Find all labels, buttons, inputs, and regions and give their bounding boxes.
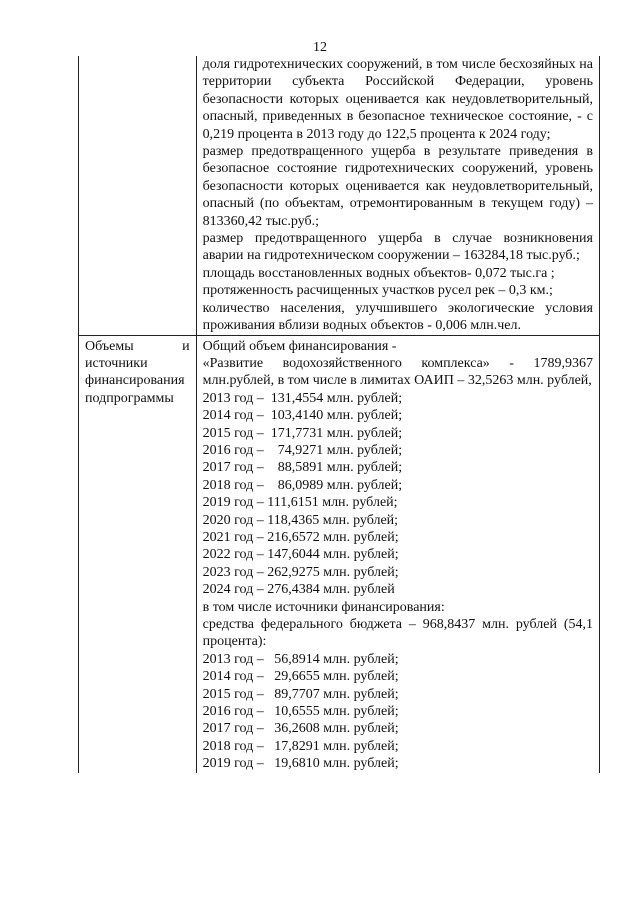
indicators-row <box>79 56 600 335</box>
funding-label-first-line <box>85 338 190 355</box>
funding-year-line: 2013 год – 131,4554 млн. рублей; <box>202 390 403 406</box>
funding-cell <box>196 335 599 773</box>
indicator-item: доля гидротехнических сооружений, в том числе бесхозяйных на территории субъекта Российской Федерации, уровень безопасности которых оценивается как неудовлетворительный, опасный, приведенных в безопасное техническое состояние, - с 0,219 процента в 2013 году до 122,5 процента к 2024 году; <box>202 57 593 142</box>
funding-year-line: 2018 год – 86,0989 млн. рублей; <box>202 477 403 493</box>
funding-total-text: «Развитие водохозяйственного комплекса» - 1789,9367 млн.рублей, в том числе в лимитах ОАИП – 32,5263 млн. рублей, <box>202 355 593 389</box>
funding-year-line: 2021 год – 216,6572 млн. рублей; <box>202 529 399 545</box>
funding-sources-heading: в том числе источники финансирования: <box>202 599 445 615</box>
federal-year-line: 2019 год – 19,6810 млн. рублей; <box>202 756 399 772</box>
passport-table <box>78 56 600 773</box>
indicator-item: протяженность расчищенных участков русел рек – 0,3 км.; <box>202 283 553 299</box>
funding-year-line: 2016 год – 74,9271 млн. рублей; <box>202 442 403 458</box>
funding-year-line: 2023 год – 262,9275 млн. рублей; <box>202 564 399 580</box>
funding-year-line: 2019 год – 111,6151 млн. рублей; <box>202 495 398 511</box>
funding-year-line: 2015 год – 171,7731 млн. рублей; <box>202 425 403 441</box>
funding-year-line: 2020 год – 118,4365 млн. рублей; <box>202 512 399 528</box>
page-number: 12 <box>313 40 327 55</box>
indicator-item: количество населения, улучшившего экологические условия проживания вблизи водных объектов - 0,006 млн.чел. <box>202 300 593 334</box>
indicator-item: размер предотвращенного ущерба в случае возникновения аварии на гидротехническом сооружении – 163284,18 тыс.руб.; <box>202 231 593 264</box>
indicator-item: площадь восстановленных водных объектов- 0,072 тыс.га ; <box>202 265 555 281</box>
federal-year-line: 2016 год – 10,6555 млн. рублей; <box>202 704 399 720</box>
indicators-cell <box>196 56 599 335</box>
federal-year-line: 2015 год – 89,7707 млн. рублей; <box>202 686 399 702</box>
funding-total-heading: Общий объем финансирования - <box>202 338 397 354</box>
federal-year-line: 2018 год – 17,8291 млн. рублей; <box>202 738 399 754</box>
federal-year-line: 2017 год – 36,2608 млн. рублей; <box>202 721 399 737</box>
funding-year-line: 2022 год – 147,6044 млн. рублей; <box>202 547 399 563</box>
federal-year-line: 2014 год – 29,6655 млн. рублей; <box>202 669 399 685</box>
funding-year-line: 2024 год – 276,4384 млн. рублей <box>202 582 395 598</box>
funding-label-word: и <box>182 338 190 354</box>
funding-label-cell <box>79 335 197 773</box>
federal-year-line: 2013 год – 56,8914 млн. рублей; <box>202 651 399 667</box>
indicators-label-cell <box>79 56 197 335</box>
funding-label-word: Объемы <box>85 338 134 354</box>
indicator-item: размер предотвращенного ущерба в результате приведения в безопасное состояние гидротехнических сооружений, уровень безопасности которых оценивается как неудовлетворительный, опасный (по объектам, отремонтированным в текущем году) – 813360,42 тыс.руб.; <box>202 144 593 229</box>
funding-year-line: 2017 год – 88,5891 млн. рублей; <box>202 460 403 476</box>
funding-federal-text: средства федерального бюджета – 968,8437 млн. рублей (54,1 процента): <box>202 617 593 650</box>
funding-row <box>79 335 600 773</box>
funding-year-line: 2014 год – 103,4140 млн. рублей; <box>202 408 403 424</box>
funding-label-rest: источники финансирования подпрограммы <box>85 355 185 406</box>
